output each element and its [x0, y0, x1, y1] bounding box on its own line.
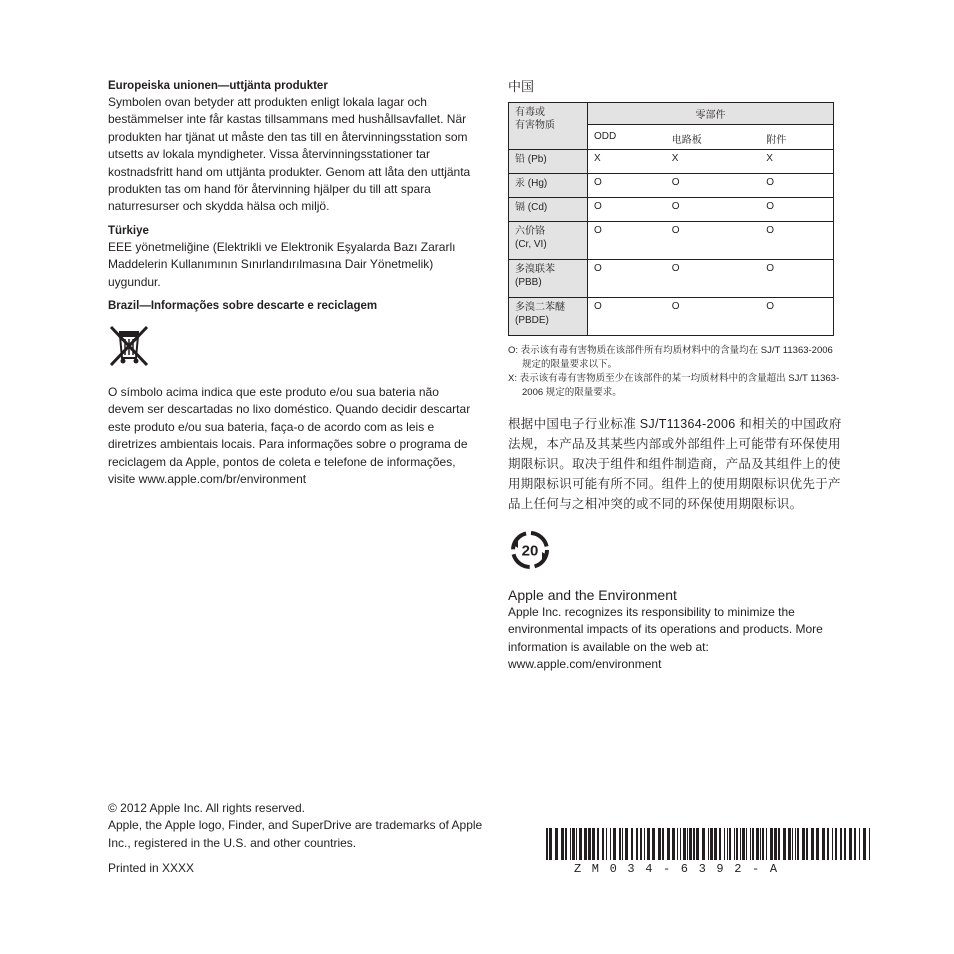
barcode-bar [662, 828, 664, 860]
cell-value: O [588, 298, 666, 336]
row-substance [509, 298, 588, 336]
brazil-title: Brazil—Informações sobre descarte e reciclagem [108, 300, 378, 313]
row-substance [509, 260, 588, 298]
right-column [508, 78, 842, 674]
table-row [509, 198, 834, 222]
barcode-bar [636, 828, 638, 860]
table-row [509, 222, 834, 260]
substance-name: 多溴联苯 [515, 264, 555, 275]
barcode-bar [572, 828, 575, 860]
barcode-bar [770, 828, 773, 860]
barcode-bar [734, 828, 735, 860]
cell-value: X [666, 150, 761, 174]
cell-value: O [760, 298, 833, 336]
barcode-bar [622, 828, 623, 860]
barcode-bar [613, 828, 616, 860]
barcode-bar [783, 828, 786, 860]
barcode-bar [806, 828, 808, 860]
barcode-bar [689, 828, 692, 860]
barcode-bar [756, 828, 759, 860]
eu-body: Symbolen ovan betyder att produkten enligt lokala lagar och bestämmelser inte får kastas tillsammans med hushållsavfallet. När produkten har tjänat ut måste den tas till en återvinningsstation som utsetts av lokala myndigheter. Vissa återvinningsstationer tar kostnadsfritt hand om uttjänta produkter. Genom att låta den uttjänta produkten tas om hand för återvinning hjälper du till att spara naturresurser och skydda hälsa och miljö. [108, 95, 471, 214]
column-header-circuit-board: 电路板 [666, 125, 761, 150]
barcode-bar [602, 828, 604, 860]
row-substance [509, 198, 588, 222]
barcode-bar [687, 828, 688, 860]
barcode-bar [746, 828, 747, 860]
barcode-bar [640, 828, 642, 860]
barcode-bar [584, 828, 587, 860]
barcode-bar [672, 828, 675, 860]
barcode-bar [610, 828, 611, 860]
cell-value: O [760, 260, 833, 298]
barcode-bar [647, 828, 650, 860]
barcode-bar [760, 828, 761, 860]
substance-name: 铅 (Pb) [515, 154, 547, 165]
cell-value: X [588, 150, 666, 174]
hazard-header-line1: 有毒或 [515, 107, 545, 118]
barcode-bar [844, 828, 846, 860]
row-substance [509, 174, 588, 198]
barcode-bar [854, 828, 856, 860]
barcode-bar [677, 828, 678, 860]
cell-value: O [588, 174, 666, 198]
barcode-bar [750, 828, 751, 860]
barcode-bar [869, 828, 870, 860]
barcode-bar [658, 828, 661, 860]
substance-name: 镉 (Cd) [515, 202, 548, 213]
cell-value: O [666, 222, 761, 260]
barcode-bar [811, 828, 814, 860]
barcode-bar [832, 828, 833, 860]
china-body: 根据中国电子行业标准 SJ/T11364-2006 和相关的中国政府法规，本产品及其某些内部或外部组件上可能带有环保使用期限标识。取决于组件和组件制造商，产品及其组件上的使用期限标识可能有所不同。组件上的使用期限标识优先于产品上任何与之相冲突的或不同的环保使用期限标识。 [508, 417, 842, 511]
barcode-bar [766, 828, 767, 860]
environment-body: Apple Inc. recognizes its responsibility to minimize the environmental impacts of its operations and products. More information is available on the web at: www.apple.com/environment [508, 605, 823, 672]
barcode-bar [546, 828, 548, 860]
barcode-bar [631, 828, 633, 860]
cell-value: O [760, 222, 833, 260]
barcode-bar [625, 828, 628, 860]
barcode-bar [742, 828, 745, 860]
cell-value: O [588, 260, 666, 298]
table-row [509, 298, 834, 336]
cell-value: O [666, 260, 761, 298]
rohs-notes [508, 344, 842, 400]
copyright: © 2012 Apple Inc. All rights reserved. [108, 801, 305, 815]
barcode-bar [724, 828, 725, 860]
barcode-bar [792, 828, 793, 860]
substance-name: 汞 (Hg) [515, 178, 548, 189]
barcode-bar [693, 828, 695, 860]
barcode-bar [597, 828, 599, 860]
barcode-bar [708, 828, 709, 860]
hazard-header-line2: 有害物质 [515, 120, 555, 131]
barcode-bar [702, 828, 705, 860]
substance-formula: (PBDE) [515, 315, 549, 326]
environment-title: Apple and the Environment [508, 587, 677, 603]
cell-value: O [760, 174, 833, 198]
barcode-bar [740, 828, 741, 860]
barcode-bar [835, 828, 837, 860]
brazil-body: O símbolo acima indica que este produto e/ou sua bateria não devem ser descartadas no lixo doméstico. Quando decidir descartar este produto e/ou sua bateria, faça-o de acordo com as leis e diretrizes ambientais locais. Para informações sobre o programa de reciclagem da Apple, pontos de coleta e telefone de informações, visite www.apple.com/br/environment [108, 385, 471, 487]
cell-value: O [666, 298, 761, 336]
cell-value: X [760, 150, 833, 174]
china-title: 中国 [508, 79, 535, 94]
barcode-bar [778, 828, 780, 860]
table-header-parts: 零部件 [588, 103, 834, 125]
note-x: X: 表示该有毒有害物质至少在该部件的某一均质材料中的含量超出 SJ/T 11363-2006 规定的限量要求。 [508, 373, 840, 398]
note-o: O: 表示该有毒有害物质在该部件所有均质材料中的含量均在 SJ/T 11363-2006 规定的限量要求以下。 [508, 345, 833, 370]
barcode-bar [797, 828, 799, 860]
barcode-bar [729, 828, 731, 860]
substance-name: 多溴二苯醚 [515, 302, 565, 313]
barcode-bar [736, 828, 738, 860]
barcode-bar [565, 828, 567, 860]
barcode-bar [570, 828, 571, 860]
barcode-bar [710, 828, 713, 860]
barcode-bar [549, 828, 552, 860]
barcode-bar [644, 828, 645, 860]
barcode-bar [752, 828, 754, 860]
barcode-bar [719, 828, 721, 860]
barcode-bar [683, 828, 686, 860]
barcode-bar [802, 828, 805, 860]
row-substance [509, 222, 588, 260]
column-header-accessories: 附件 [760, 125, 833, 150]
table-row [509, 260, 834, 298]
substance-name: 六价铬 [515, 226, 545, 237]
printed-in: Printed in XXXX [108, 861, 195, 876]
barcode-bar [555, 828, 558, 860]
barcode-bar [788, 828, 791, 860]
barcode-bar [827, 828, 829, 860]
hazardous-substance-table [508, 102, 834, 336]
footer [108, 800, 488, 878]
cell-value: O [588, 222, 666, 260]
barcode-bar [774, 828, 777, 860]
table-header-hazard [509, 103, 588, 150]
turkey-body: EEE yönetmeliğine (Elektrikli ve Elektronik Eşyalarda Bazı Zararlı Maddelerin Kullanımının Sınırlandırılmasına Dair Yönetmelik) uygundur. [108, 239, 456, 289]
barcode-bar [561, 828, 564, 860]
barcode-bar [816, 828, 819, 860]
barcode-bar [822, 828, 825, 860]
barcode-number: ZM034-6392-A [574, 862, 788, 876]
substance-formula: (Cr, VI) [515, 239, 547, 250]
barcode-bar [859, 828, 860, 860]
barcode-bar [579, 828, 582, 860]
table-row [509, 174, 834, 198]
barcode-bar [840, 828, 842, 860]
barcode-bar [863, 828, 866, 860]
epp-label: 20 [521, 542, 539, 560]
barcode-bar [795, 828, 796, 860]
barcode-bar [762, 828, 764, 860]
barcode-bar [727, 828, 728, 860]
eu-title: Europeiska unionen—uttjänta produkter [108, 80, 328, 92]
barcode-bar [696, 828, 699, 860]
row-substance [509, 150, 588, 174]
table-row [509, 150, 834, 174]
barcode-bar [849, 828, 852, 860]
environment-protection-use-period-icon [508, 528, 552, 572]
barcode-bar [592, 828, 595, 860]
cell-value: O [666, 174, 761, 198]
barcode-bar [714, 828, 717, 860]
left-column [108, 78, 474, 489]
trademarks: Apple, the Apple logo, Finder, and SuperDrive are trademarks of Apple Inc., registered in the U.S. and other countries. [108, 818, 483, 850]
barcode-bars [544, 828, 872, 860]
barcode-bar [619, 828, 621, 860]
cell-value: O [588, 198, 666, 222]
barcode-bar [588, 828, 591, 860]
barcode [544, 828, 874, 876]
barcode-bar [680, 828, 681, 860]
turkey-title: Türkiye [108, 224, 149, 237]
substance-formula: (PBB) [515, 277, 542, 288]
barcode-bar [652, 828, 655, 860]
cell-value: O [666, 198, 761, 222]
barcode-bar [576, 828, 577, 860]
cell-value: O [760, 198, 833, 222]
column-header-odd: ODD [588, 125, 666, 150]
crossed-out-wheelie-bin-icon [108, 324, 150, 368]
barcode-bar [667, 828, 670, 860]
barcode-bar [606, 828, 607, 860]
